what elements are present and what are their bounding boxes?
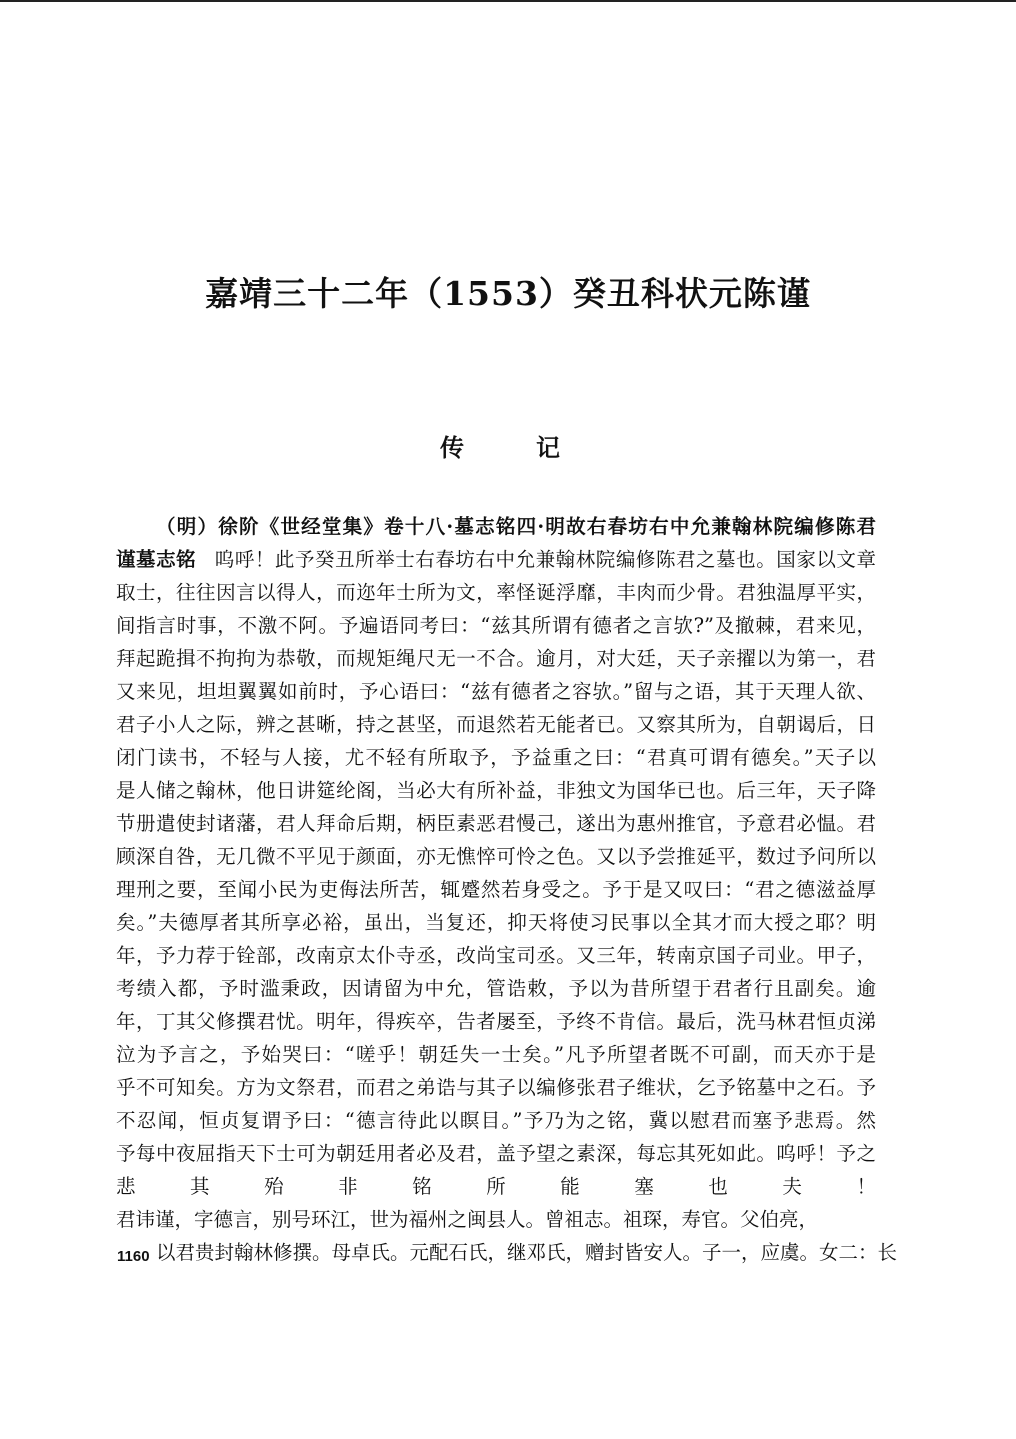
text-line: 拜起跪揖不拘拘为恭敬，而规矩绳尺无一不合。逾月，对大廷，天子亲擢以为第一，君 bbox=[116, 647, 876, 670]
text-line: 闭门读书，不轻与人接，尤不轻有所取予，予益重之曰：“君真可谓有德矣。”天子以 bbox=[116, 746, 876, 769]
text-line: 泣为予言之，予始哭曰：“嗟乎！朝廷失一士矣。”凡予所望者既不可副，而天亦于是 bbox=[116, 1043, 876, 1066]
body-text bbox=[116, 510, 898, 1302]
section-heading-char: 传 bbox=[440, 433, 464, 462]
page-title: 嘉靖三十二年（1553）癸丑科状元陈谨 bbox=[205, 274, 811, 313]
text-line: 君子小人之际，辨之甚晰，持之甚坚，而退然若无能者已。又察其所为，自朝谒后，日 bbox=[116, 713, 876, 736]
text-line: 乎不可知矣。方为文祭君，而君之弟诰与其子以编修张君子维状，乞予铭墓中之石。予 bbox=[116, 1076, 876, 1099]
source-citation: （明）徐阶《世经堂集》卷十八·墓志铭四·明故右春坊右中允兼翰林院编修陈君 bbox=[156, 515, 876, 538]
text-line: 年，丁其父修撰君忧。明年，得疾卒，告者屡至，予终不肯信。最后，洗马林君恒贞涕 bbox=[116, 1010, 876, 1033]
page-number: 1160 bbox=[117, 1248, 150, 1265]
text-line: 君讳谨，字德言，别号环江，世为福州之闽县人。曾祖志。祖琛，寿官。父伯亮， bbox=[116, 1208, 819, 1231]
text-line-content: 呜呼！此予癸丑所举士右春坊右中允兼翰林院编修陈君之墓也。国家以文章 bbox=[214, 548, 876, 571]
text-line bbox=[116, 543, 876, 576]
text-line: 悲其殆非铭所能塞也夫！ bbox=[116, 1175, 876, 1198]
text-line: 理刑之要，至闻小民为吏侮法所苦，辄蹙然若身受之。予于是又叹曰：“君之德滋益厚 bbox=[116, 878, 876, 901]
text-line: 间指言时事，不激不阿。予遍语同考曰：“兹其所谓有德者之言欤?”及撤棘，君来见， bbox=[116, 614, 876, 637]
page-top-border bbox=[0, 0, 1016, 2]
text-line: 是人储之翰林，他日讲筵纶阁，当必大有所补益，非独文为国华已也。后三年，天子降 bbox=[116, 779, 876, 802]
text-line: 取士，往往因言以得人，而迩年士所为文，率怪诞浮靡，丰肉而少骨。君独温厚平实， bbox=[116, 581, 876, 604]
source-citation-end: 谨墓志铭 bbox=[116, 548, 197, 571]
text-line: 节册遣使封诸藩，君人拜命后期，柄臣素恶君慢己，遂出为惠州推官，予意君必愠。君 bbox=[116, 812, 876, 835]
text-line: 年，予力荐于铨部，改南京太仆寺丞，改尚宝司丞。又三年，转南京国子司业。甲子， bbox=[116, 944, 876, 967]
text-line: 矣。”夫德厚者其所享必裕，虽出，当复还，抑天将使习民事以全其才而大授之耶？明 bbox=[116, 911, 876, 934]
text-line: 考绩入都，予时滥秉政，因请留为中允，管诰敕，予以为昔所望于君者行且副矣。逾 bbox=[116, 977, 876, 1000]
text-line: 以君贵封翰林修撰。母卓氏。元配石氏，继邓氏，赠封皆安人。子一，应虞。女二：长 bbox=[156, 1241, 898, 1264]
section-heading bbox=[440, 428, 560, 463]
text-line bbox=[116, 1269, 876, 1302]
section-heading-char: 记 bbox=[536, 433, 560, 462]
text-line: 又来见，坦坦翼翼如前时，予心语曰：“兹有德者之容欤。”留与之语，其于天理人欲、 bbox=[116, 680, 876, 703]
text-line: 顾深自咎，无几微不平见于颜面，亦无憔悴可怜之色。又以予尝推延平，数过予问所以 bbox=[116, 845, 876, 868]
text-line: 不忍闻，恒贞复谓予曰：“德言待此以瞑目。”予乃为之铭，冀以慰君而塞予悲焉。然 bbox=[116, 1109, 876, 1132]
text-line: 予每中夜屈指天下士可为朝廷用者必及君，盖予望之素深，每忘其死如此。呜呼！予之 bbox=[116, 1142, 876, 1165]
